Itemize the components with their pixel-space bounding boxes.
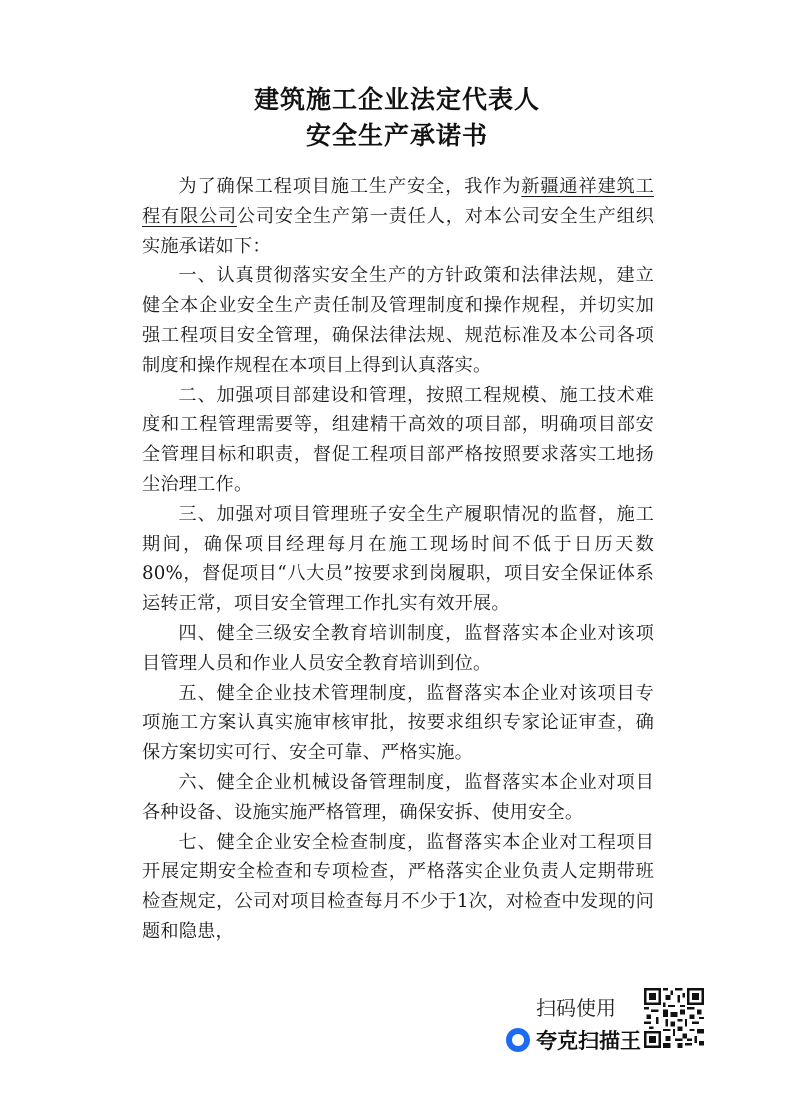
intro-paragraph [142,172,654,261]
commitment-paragraph-2: 二、加强项目部建设和管理，按照工程规模、施工技术难度和工程管理需要等，组建精干高效的项目部，明确项目部安全管理目标和职责，督促工程项目部严格按照要求落实工地扬尘治理工作。 [142,384,654,495]
document-title-line2: 安全生产承诺书 [305,121,488,150]
quark-logo-icon [506,1028,530,1052]
company-name: 新疆通祥建筑工程有限公司 [142,176,654,227]
commitment-paragraph-7: 七、健全企业安全检查制度，监督落实本企业对工程项目开展定期安全检查和专项检查，严格落实企业负责人定期带班检查规定，公司对项目检查每月不少于1次，对检查中发现的问题和隐患， [142,831,654,942]
commitment-paragraph-1: 一、认真贯彻落实安全生产的方针政策和法律法规，建立健全本企业安全生产责任制及管理制度和操作规程，并切实加强工程项目安全管理，确保法律法规、规范标准及本公司各项制度和操作规程在本项目上得到认真落实。 [142,265,654,376]
commitment-paragraph-3: 三、加强对项目管理班子安全生产履职情况的监督，施工期间，确保项目经理每月在施工现场时间不低于日历天数80%，督促项目“八大员”按要求到岗履职，项目安全保证体系运转正常，项目安全管理工作扎实有效开展。 [142,503,654,615]
commitment-paragraph-5: 五、健全企业技术管理制度，监督落实本企业对该项目专项施工方案认真实施审核审批，按要求组织专家论证审查，确保方案切实可行、安全可靠、严格实施。 [142,682,654,764]
scan-label: 扫码使用 [536,996,616,1020]
document-title-line1: 建筑施工企业法定代表人 [253,85,540,114]
intro-part2: 公司安全生产第一责任人，对本公司安全生产组织实施承诺如下： [142,205,654,257]
brand [506,1026,641,1054]
brand-name: 夸克扫描王 [536,1029,641,1053]
qr-code-icon [644,988,704,1048]
scanner-watermark [466,988,726,1058]
commitment-paragraph-4: 四、健全三级安全教育培训制度，监督落实本企业对该项目管理人员和作业人员安全教育培训到位。 [142,622,654,674]
document-body [142,172,654,947]
commitment-paragraph-6: 六、健全企业机械设备管理制度，监督落实本企业对项目各种设备、设施实施严格管理，确保安拆、使用安全。 [142,771,654,823]
intro-part1: 为了确保工程项目施工生产安全，我作为 [178,176,522,197]
